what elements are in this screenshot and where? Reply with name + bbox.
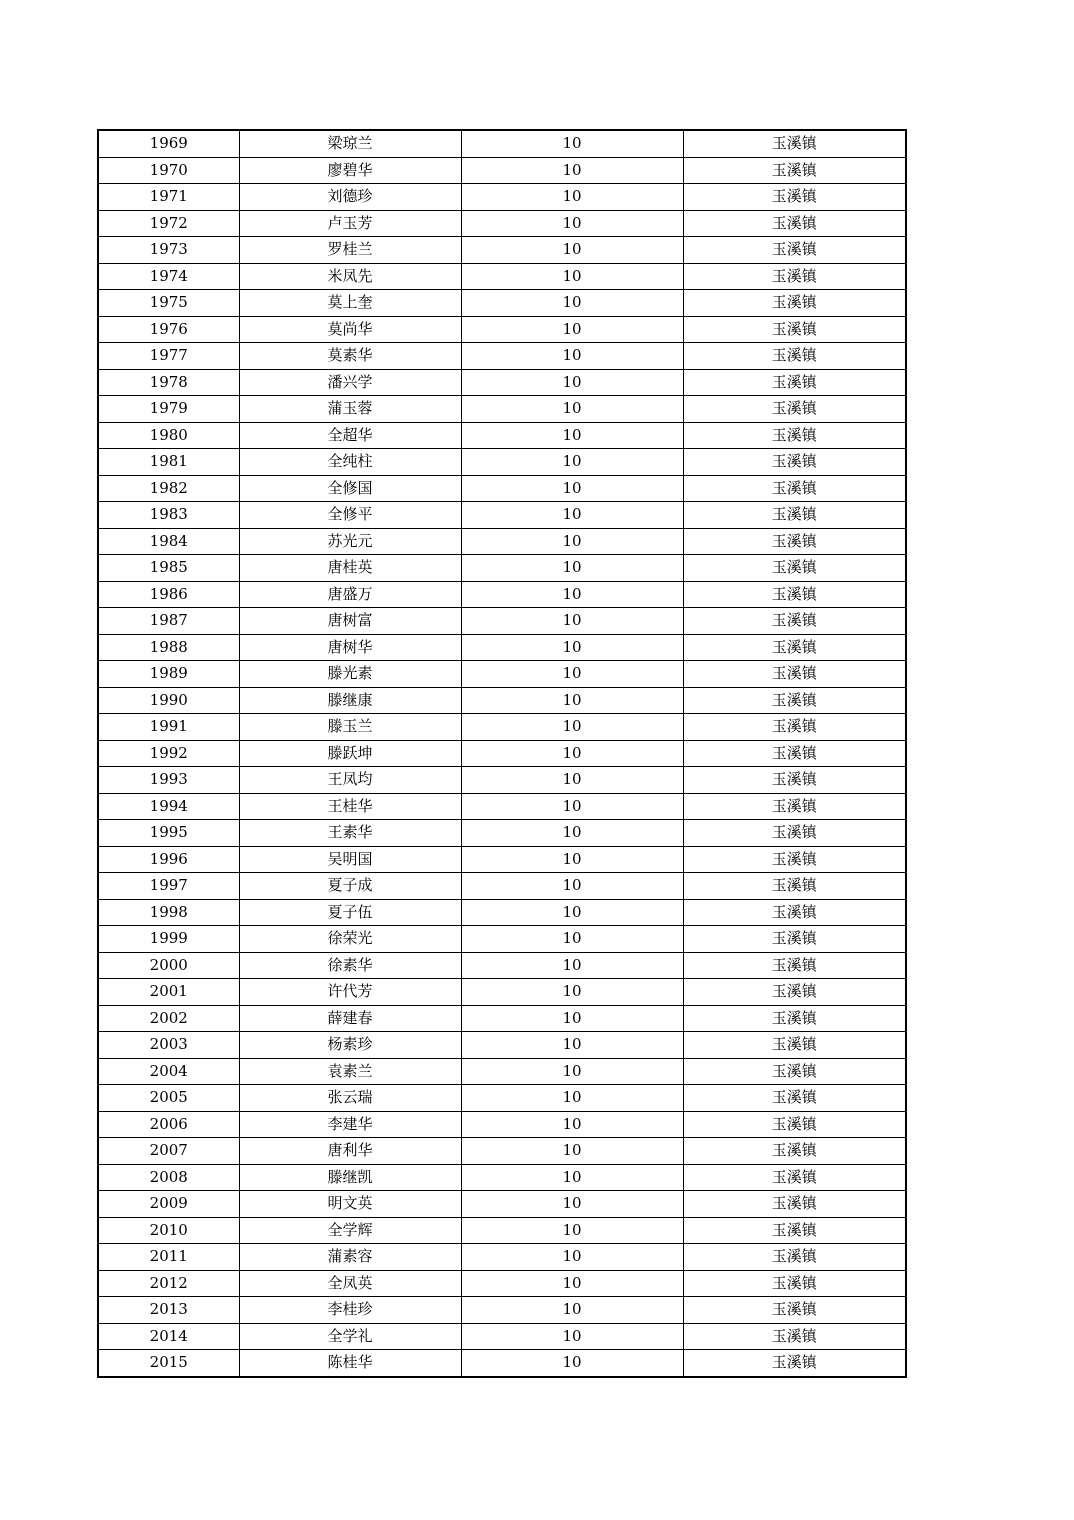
cell-number: 1997 — [98, 873, 239, 900]
cell-amount: 10 — [461, 846, 683, 873]
cell-town: 玉溪镇 — [683, 130, 906, 157]
cell-town: 玉溪镇 — [683, 422, 906, 449]
cell-amount: 10 — [461, 290, 683, 317]
cell-amount: 10 — [461, 661, 683, 688]
cell-number: 2000 — [98, 952, 239, 979]
cell-amount: 10 — [461, 237, 683, 264]
cell-town: 玉溪镇 — [683, 1085, 906, 1112]
cell-town: 玉溪镇 — [683, 661, 906, 688]
cell-town: 玉溪镇 — [683, 846, 906, 873]
table-row — [98, 952, 906, 979]
cell-name: 刘德珍 — [239, 184, 461, 211]
cell-town: 玉溪镇 — [683, 1297, 906, 1324]
cell-town: 玉溪镇 — [683, 634, 906, 661]
table-row — [98, 1270, 906, 1297]
table-row — [98, 1164, 906, 1191]
table-row — [98, 1032, 906, 1059]
table-row — [98, 555, 906, 582]
table-row — [98, 1217, 906, 1244]
cell-number: 2015 — [98, 1350, 239, 1377]
cell-amount: 10 — [461, 820, 683, 847]
cell-amount: 10 — [461, 873, 683, 900]
cell-name: 明文英 — [239, 1191, 461, 1218]
cell-number: 1996 — [98, 846, 239, 873]
cell-amount: 10 — [461, 263, 683, 290]
cell-amount: 10 — [461, 1244, 683, 1271]
cell-number: 1995 — [98, 820, 239, 847]
cell-number: 2003 — [98, 1032, 239, 1059]
cell-number: 2011 — [98, 1244, 239, 1271]
table-row — [98, 1323, 906, 1350]
table-row — [98, 979, 906, 1006]
cell-amount: 10 — [461, 422, 683, 449]
cell-amount: 10 — [461, 1085, 683, 1112]
cell-number: 2001 — [98, 979, 239, 1006]
cell-name: 全凤英 — [239, 1270, 461, 1297]
cell-number: 1982 — [98, 475, 239, 502]
cell-name: 全修国 — [239, 475, 461, 502]
cell-name: 唐桂英 — [239, 555, 461, 582]
cell-amount: 10 — [461, 343, 683, 370]
cell-amount: 10 — [461, 952, 683, 979]
table-row — [98, 1244, 906, 1271]
cell-amount: 10 — [461, 396, 683, 423]
cell-number: 1972 — [98, 210, 239, 237]
table-row — [98, 661, 906, 688]
table-row — [98, 1191, 906, 1218]
cell-town: 玉溪镇 — [683, 263, 906, 290]
cell-number: 2002 — [98, 1005, 239, 1032]
table-row — [98, 157, 906, 184]
cell-town: 玉溪镇 — [683, 952, 906, 979]
cell-amount: 10 — [461, 1270, 683, 1297]
table-row — [98, 1350, 906, 1377]
cell-amount: 10 — [461, 793, 683, 820]
cell-town: 玉溪镇 — [683, 396, 906, 423]
cell-name: 唐树富 — [239, 608, 461, 635]
cell-name: 罗桂兰 — [239, 237, 461, 264]
cell-name: 滕继康 — [239, 687, 461, 714]
cell-amount: 10 — [461, 1138, 683, 1165]
table-row — [98, 263, 906, 290]
table-row — [98, 634, 906, 661]
cell-number: 1990 — [98, 687, 239, 714]
cell-name: 李建华 — [239, 1111, 461, 1138]
table-row — [98, 449, 906, 476]
cell-name: 滕继凯 — [239, 1164, 461, 1191]
cell-amount: 10 — [461, 449, 683, 476]
cell-name: 蒲素容 — [239, 1244, 461, 1271]
cell-town: 玉溪镇 — [683, 1244, 906, 1271]
data-table — [97, 129, 907, 1378]
table-row — [98, 130, 906, 157]
cell-town: 玉溪镇 — [683, 369, 906, 396]
cell-town: 玉溪镇 — [683, 528, 906, 555]
cell-name: 全超华 — [239, 422, 461, 449]
cell-number: 1984 — [98, 528, 239, 555]
cell-town: 玉溪镇 — [683, 316, 906, 343]
cell-town: 玉溪镇 — [683, 1005, 906, 1032]
cell-amount: 10 — [461, 130, 683, 157]
cell-amount: 10 — [461, 210, 683, 237]
cell-town: 玉溪镇 — [683, 290, 906, 317]
cell-town: 玉溪镇 — [683, 1323, 906, 1350]
cell-amount: 10 — [461, 1058, 683, 1085]
cell-name: 张云瑞 — [239, 1085, 461, 1112]
cell-name: 吴明国 — [239, 846, 461, 873]
cell-town: 玉溪镇 — [683, 687, 906, 714]
cell-town: 玉溪镇 — [683, 740, 906, 767]
cell-amount: 10 — [461, 1297, 683, 1324]
cell-number: 1973 — [98, 237, 239, 264]
cell-amount: 10 — [461, 740, 683, 767]
table-body — [98, 130, 906, 1377]
table-row — [98, 502, 906, 529]
cell-number: 1980 — [98, 422, 239, 449]
table-row — [98, 316, 906, 343]
cell-amount: 10 — [461, 184, 683, 211]
table-row — [98, 873, 906, 900]
table-row — [98, 290, 906, 317]
cell-number: 1978 — [98, 369, 239, 396]
cell-name: 廖碧华 — [239, 157, 461, 184]
cell-name: 梁琼兰 — [239, 130, 461, 157]
cell-name: 米凤先 — [239, 263, 461, 290]
cell-amount: 10 — [461, 714, 683, 741]
table-row — [98, 581, 906, 608]
cell-town: 玉溪镇 — [683, 1111, 906, 1138]
cell-town: 玉溪镇 — [683, 1164, 906, 1191]
cell-town: 玉溪镇 — [683, 157, 906, 184]
cell-name: 莫尚华 — [239, 316, 461, 343]
cell-town: 玉溪镇 — [683, 873, 906, 900]
cell-town: 玉溪镇 — [683, 555, 906, 582]
cell-amount: 10 — [461, 926, 683, 953]
cell-name: 滕玉兰 — [239, 714, 461, 741]
cell-name: 全学辉 — [239, 1217, 461, 1244]
cell-amount: 10 — [461, 899, 683, 926]
cell-amount: 10 — [461, 1217, 683, 1244]
cell-number: 2012 — [98, 1270, 239, 1297]
cell-name: 莫上奎 — [239, 290, 461, 317]
cell-name: 莫素华 — [239, 343, 461, 370]
cell-name: 唐利华 — [239, 1138, 461, 1165]
cell-amount: 10 — [461, 369, 683, 396]
cell-town: 玉溪镇 — [683, 979, 906, 1006]
table-row — [98, 237, 906, 264]
cell-name: 许代芳 — [239, 979, 461, 1006]
cell-number: 1987 — [98, 608, 239, 635]
table-row — [98, 1058, 906, 1085]
cell-number: 2008 — [98, 1164, 239, 1191]
cell-number: 2014 — [98, 1323, 239, 1350]
cell-amount: 10 — [461, 555, 683, 582]
cell-town: 玉溪镇 — [683, 1217, 906, 1244]
table-row — [98, 422, 906, 449]
table-row — [98, 687, 906, 714]
cell-amount: 10 — [461, 157, 683, 184]
cell-name: 夏子伍 — [239, 899, 461, 926]
cell-number: 1988 — [98, 634, 239, 661]
cell-amount: 10 — [461, 316, 683, 343]
cell-number: 1971 — [98, 184, 239, 211]
cell-name: 潘兴学 — [239, 369, 461, 396]
cell-number: 2006 — [98, 1111, 239, 1138]
cell-number: 1970 — [98, 157, 239, 184]
table-row — [98, 1138, 906, 1165]
cell-name: 薛建春 — [239, 1005, 461, 1032]
cell-number: 2010 — [98, 1217, 239, 1244]
cell-town: 玉溪镇 — [683, 1058, 906, 1085]
cell-amount: 10 — [461, 767, 683, 794]
cell-number: 1999 — [98, 926, 239, 953]
cell-town: 玉溪镇 — [683, 343, 906, 370]
table-row — [98, 1005, 906, 1032]
table-row — [98, 369, 906, 396]
cell-number: 1976 — [98, 316, 239, 343]
cell-amount: 10 — [461, 528, 683, 555]
cell-name: 袁素兰 — [239, 1058, 461, 1085]
cell-number: 1975 — [98, 290, 239, 317]
cell-name: 全纯柱 — [239, 449, 461, 476]
cell-number: 1992 — [98, 740, 239, 767]
cell-name: 夏子成 — [239, 873, 461, 900]
table-row — [98, 714, 906, 741]
cell-town: 玉溪镇 — [683, 793, 906, 820]
cell-amount: 10 — [461, 1032, 683, 1059]
cell-amount: 10 — [461, 687, 683, 714]
cell-town: 玉溪镇 — [683, 767, 906, 794]
cell-name: 蒲玉蓉 — [239, 396, 461, 423]
cell-number: 1993 — [98, 767, 239, 794]
cell-town: 玉溪镇 — [683, 502, 906, 529]
cell-number: 2005 — [98, 1085, 239, 1112]
cell-number: 2004 — [98, 1058, 239, 1085]
cell-town: 玉溪镇 — [683, 449, 906, 476]
table-row — [98, 475, 906, 502]
table-row — [98, 184, 906, 211]
cell-number: 1986 — [98, 581, 239, 608]
cell-town: 玉溪镇 — [683, 1350, 906, 1377]
cell-name: 杨素珍 — [239, 1032, 461, 1059]
cell-amount: 10 — [461, 1323, 683, 1350]
cell-number: 2013 — [98, 1297, 239, 1324]
cell-name: 王凤均 — [239, 767, 461, 794]
table-row — [98, 396, 906, 423]
cell-town: 玉溪镇 — [683, 899, 906, 926]
cell-name: 唐树华 — [239, 634, 461, 661]
table-row — [98, 1085, 906, 1112]
cell-number: 1969 — [98, 130, 239, 157]
cell-name: 全学礼 — [239, 1323, 461, 1350]
cell-town: 玉溪镇 — [683, 184, 906, 211]
cell-amount: 10 — [461, 1350, 683, 1377]
cell-name: 卢玉芳 — [239, 210, 461, 237]
cell-number: 1991 — [98, 714, 239, 741]
table-row — [98, 528, 906, 555]
cell-amount: 10 — [461, 979, 683, 1006]
table-row — [98, 343, 906, 370]
cell-number: 1983 — [98, 502, 239, 529]
cell-number: 1977 — [98, 343, 239, 370]
table-row — [98, 820, 906, 847]
cell-town: 玉溪镇 — [683, 1138, 906, 1165]
table-row — [98, 926, 906, 953]
table-row — [98, 846, 906, 873]
cell-town: 玉溪镇 — [683, 237, 906, 264]
cell-town: 玉溪镇 — [683, 926, 906, 953]
cell-number: 1989 — [98, 661, 239, 688]
cell-amount: 10 — [461, 1005, 683, 1032]
cell-name: 滕跃坤 — [239, 740, 461, 767]
cell-number: 1981 — [98, 449, 239, 476]
cell-town: 玉溪镇 — [683, 608, 906, 635]
cell-name: 唐盛万 — [239, 581, 461, 608]
cell-number: 1974 — [98, 263, 239, 290]
cell-town: 玉溪镇 — [683, 820, 906, 847]
table-row — [98, 767, 906, 794]
cell-amount: 10 — [461, 502, 683, 529]
cell-town: 玉溪镇 — [683, 210, 906, 237]
cell-town: 玉溪镇 — [683, 714, 906, 741]
cell-town: 玉溪镇 — [683, 475, 906, 502]
cell-amount: 10 — [461, 475, 683, 502]
cell-town: 玉溪镇 — [683, 1191, 906, 1218]
table-row — [98, 210, 906, 237]
cell-name: 陈桂华 — [239, 1350, 461, 1377]
cell-name: 徐荣光 — [239, 926, 461, 953]
cell-name: 徐素华 — [239, 952, 461, 979]
table-row — [98, 899, 906, 926]
cell-name: 苏光元 — [239, 528, 461, 555]
cell-amount: 10 — [461, 608, 683, 635]
cell-town: 玉溪镇 — [683, 1032, 906, 1059]
cell-number: 2009 — [98, 1191, 239, 1218]
cell-number: 1985 — [98, 555, 239, 582]
table-row — [98, 793, 906, 820]
table-row — [98, 1297, 906, 1324]
cell-name: 滕光素 — [239, 661, 461, 688]
cell-amount: 10 — [461, 1191, 683, 1218]
cell-name: 王素华 — [239, 820, 461, 847]
cell-name: 全修平 — [239, 502, 461, 529]
table-row — [98, 608, 906, 635]
cell-name: 李桂珍 — [239, 1297, 461, 1324]
cell-amount: 10 — [461, 634, 683, 661]
table-row — [98, 1111, 906, 1138]
cell-number: 2007 — [98, 1138, 239, 1165]
cell-town: 玉溪镇 — [683, 1270, 906, 1297]
cell-number: 1979 — [98, 396, 239, 423]
cell-number: 1998 — [98, 899, 239, 926]
cell-amount: 10 — [461, 1164, 683, 1191]
cell-name: 王桂华 — [239, 793, 461, 820]
table-row — [98, 740, 906, 767]
cell-amount: 10 — [461, 581, 683, 608]
cell-number: 1994 — [98, 793, 239, 820]
cell-town: 玉溪镇 — [683, 581, 906, 608]
cell-amount: 10 — [461, 1111, 683, 1138]
